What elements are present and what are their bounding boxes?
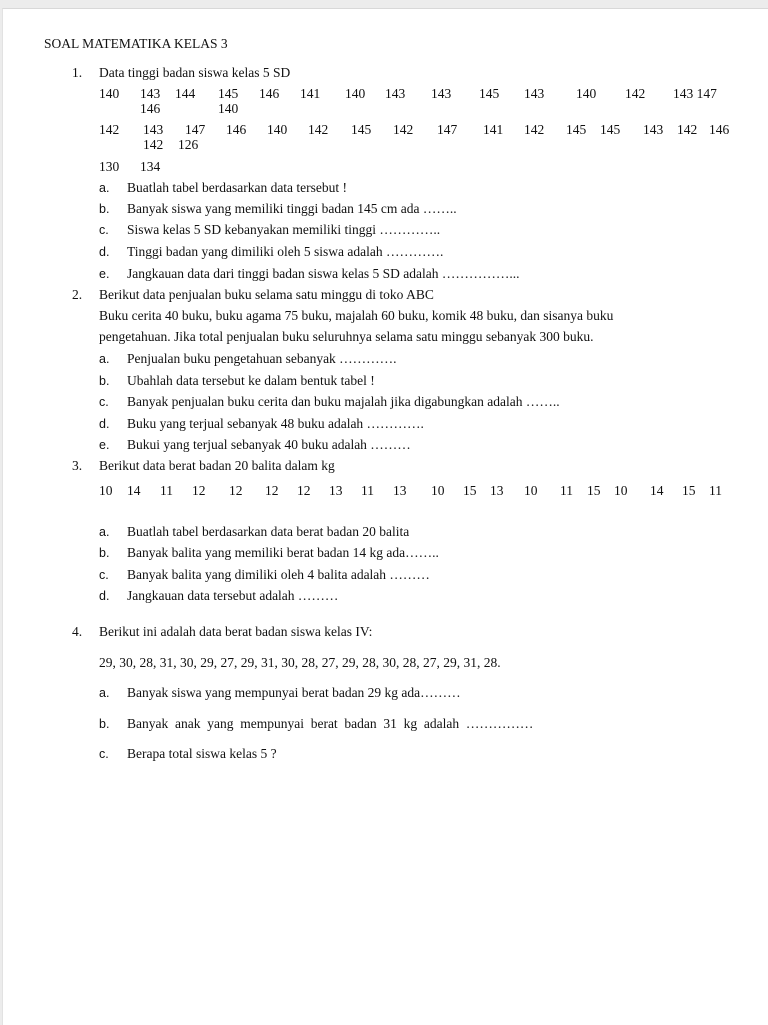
data-value: 10 bbox=[99, 483, 113, 498]
data-value: 11 bbox=[361, 483, 374, 498]
document-page bbox=[2, 8, 768, 1025]
data-value: 141 bbox=[483, 122, 504, 137]
data-value: 142 bbox=[143, 137, 164, 152]
data-value: 142 bbox=[99, 122, 120, 137]
sub-question-label: c. bbox=[99, 568, 109, 582]
sub-question-label: b. bbox=[99, 374, 110, 388]
sub-question-text: Buatlah tabel berdasarkan data berat badan 20 balita bbox=[127, 524, 410, 539]
sub-question-label: d. bbox=[99, 417, 110, 431]
question-text: Data tinggi badan siswa kelas 5 SD bbox=[99, 65, 291, 80]
sub-question-text: Banyak siswa yang memiliki tinggi badan 145 cm ada …….. bbox=[127, 201, 457, 216]
sub-question-label: a. bbox=[99, 181, 110, 195]
question-paragraph-line: Buku cerita 40 buku, buku agama 75 buku, majalah 60 buku, komik 48 buku, dan sisanya buku bbox=[99, 308, 614, 323]
data-value: 140 bbox=[99, 86, 120, 101]
sub-question-text: Bukui yang terjual sebanyak 40 buku adalah ……… bbox=[127, 437, 411, 452]
data-value: 142 bbox=[308, 122, 329, 137]
data-value: 143 bbox=[143, 122, 164, 137]
sub-question-text: Siswa kelas 5 SD kebanyakan memiliki tinggi ………….. bbox=[127, 222, 441, 237]
data-value: 143 bbox=[524, 86, 545, 101]
sub-question-text: Banyak balita yang memiliki berat badan 14 kg ada…….. bbox=[127, 545, 439, 560]
data-value: 146 bbox=[226, 122, 247, 137]
sub-question-label: b. bbox=[99, 546, 110, 560]
data-value: 142 bbox=[625, 86, 646, 101]
data-value: 143 bbox=[385, 86, 406, 101]
question-number: 3. bbox=[72, 458, 83, 473]
data-value: 143 bbox=[431, 86, 452, 101]
data-value: 13 bbox=[329, 483, 343, 498]
data-value: 140 bbox=[218, 101, 239, 116]
data-value: 12 bbox=[297, 483, 311, 498]
data-value: 141 bbox=[300, 86, 321, 101]
sub-question-label: c. bbox=[99, 747, 109, 761]
question-text: Berikut data penjualan buku selama satu minggu di toko ABC bbox=[99, 287, 434, 302]
sub-question-label: a. bbox=[99, 686, 110, 700]
data-value: 146 bbox=[709, 122, 730, 137]
data-value: 11 bbox=[160, 483, 173, 498]
data-value: 126 bbox=[178, 137, 199, 152]
question-number: 1. bbox=[72, 65, 83, 80]
data-value: 15 bbox=[682, 483, 696, 498]
data-value: 142 bbox=[677, 122, 698, 137]
sub-question-text: Banyak penjualan buku cerita dan buku majalah jika digabungkan adalah …….. bbox=[127, 394, 560, 409]
data-value: 145 bbox=[600, 122, 621, 137]
sub-question-label: d. bbox=[99, 589, 110, 603]
data-value: 15 bbox=[463, 483, 477, 498]
sub-question-text: Jangkauan data tersebut adalah ……… bbox=[127, 588, 339, 603]
weight-data-line: 29, 30, 28, 31, 30, 29, 27, 29, 31, 30, 28, 27, 29, 28, 30, 28, 27, 29, 31, 28. bbox=[99, 655, 501, 670]
sub-question-text: Penjualan buku pengetahuan sebanyak …………. bbox=[127, 351, 397, 366]
sub-question-text: Banyak siswa yang mempunyai berat badan 29 kg ada……… bbox=[127, 685, 461, 700]
data-value: 134 bbox=[140, 159, 161, 174]
document-title: SOAL MATEMATIKA KELAS 3 bbox=[44, 36, 228, 51]
data-value: 142 bbox=[393, 122, 414, 137]
data-value: 12 bbox=[265, 483, 279, 498]
sub-question-label: b. bbox=[99, 202, 110, 216]
data-value: 145 bbox=[218, 86, 239, 101]
sub-question-text: Buatlah tabel berdasarkan data tersebut ! bbox=[127, 180, 348, 195]
sub-question-label: e. bbox=[99, 438, 110, 452]
data-value: 14 bbox=[650, 483, 664, 498]
question-text: Berikut data berat badan 20 balita dalam kg bbox=[99, 458, 335, 473]
sub-question-label: d. bbox=[99, 245, 110, 259]
data-value: 145 bbox=[479, 86, 500, 101]
data-value: 140 bbox=[576, 86, 597, 101]
data-value: 140 bbox=[267, 122, 288, 137]
data-value: 11 bbox=[709, 483, 722, 498]
sub-question-label: b. bbox=[99, 717, 110, 731]
data-value: 12 bbox=[192, 483, 206, 498]
sub-question-label: e. bbox=[99, 267, 110, 281]
sub-question-text: Banyak balita yang dimiliki oleh 4 balita adalah ……… bbox=[127, 567, 430, 582]
question-paragraph-line: pengetahuan. Jika total penjualan buku seluruhnya selama satu minggu sebanyak 300 buku. bbox=[99, 329, 594, 344]
data-value: 143 bbox=[643, 122, 664, 137]
data-value: 143 147 bbox=[673, 86, 717, 101]
data-value: 14 bbox=[127, 483, 141, 498]
data-value: 130 bbox=[99, 159, 120, 174]
data-value: 143 bbox=[140, 86, 161, 101]
sub-question-text: Buku yang terjual sebanyak 48 buku adalah …………. bbox=[127, 416, 424, 431]
data-value: 142 bbox=[524, 122, 545, 137]
sub-question-label: a. bbox=[99, 525, 110, 539]
sub-question-label: a. bbox=[99, 352, 110, 366]
data-value: 15 bbox=[587, 483, 601, 498]
data-value: 147 bbox=[437, 122, 458, 137]
sub-question-text: Ubahlah data tersebut ke dalam bentuk tabel ! bbox=[127, 373, 375, 388]
data-value: 10 bbox=[524, 483, 538, 498]
data-value: 146 bbox=[140, 101, 161, 116]
question-number: 4. bbox=[72, 624, 83, 639]
data-value: 11 bbox=[560, 483, 573, 498]
data-value: 13 bbox=[490, 483, 504, 498]
data-value: 147 bbox=[185, 122, 206, 137]
data-value: 140 bbox=[345, 86, 366, 101]
sub-question-text: Jangkauan data dari tinggi badan siswa kelas 5 SD adalah ……………... bbox=[127, 266, 520, 281]
sub-question-label: c. bbox=[99, 223, 109, 237]
data-value: 144 bbox=[175, 86, 196, 101]
data-value: 13 bbox=[393, 483, 407, 498]
data-value: 145 bbox=[566, 122, 587, 137]
sub-question-label: c. bbox=[99, 395, 109, 409]
sub-question-text: Tinggi badan yang dimiliki oleh 5 siswa adalah …………. bbox=[127, 244, 444, 259]
data-value: 10 bbox=[614, 483, 628, 498]
sub-question-text: Berapa total siswa kelas 5 ? bbox=[127, 746, 277, 761]
data-value: 146 bbox=[259, 86, 280, 101]
question-number: 2. bbox=[72, 287, 83, 302]
question-text: Berikut ini adalah data berat badan siswa kelas IV: bbox=[99, 624, 373, 639]
data-value: 10 bbox=[431, 483, 445, 498]
data-value: 12 bbox=[229, 483, 243, 498]
sub-question-text: Banyak anak yang mempunyai berat badan 31 kg adalah …………… bbox=[127, 716, 534, 731]
data-value: 145 bbox=[351, 122, 372, 137]
